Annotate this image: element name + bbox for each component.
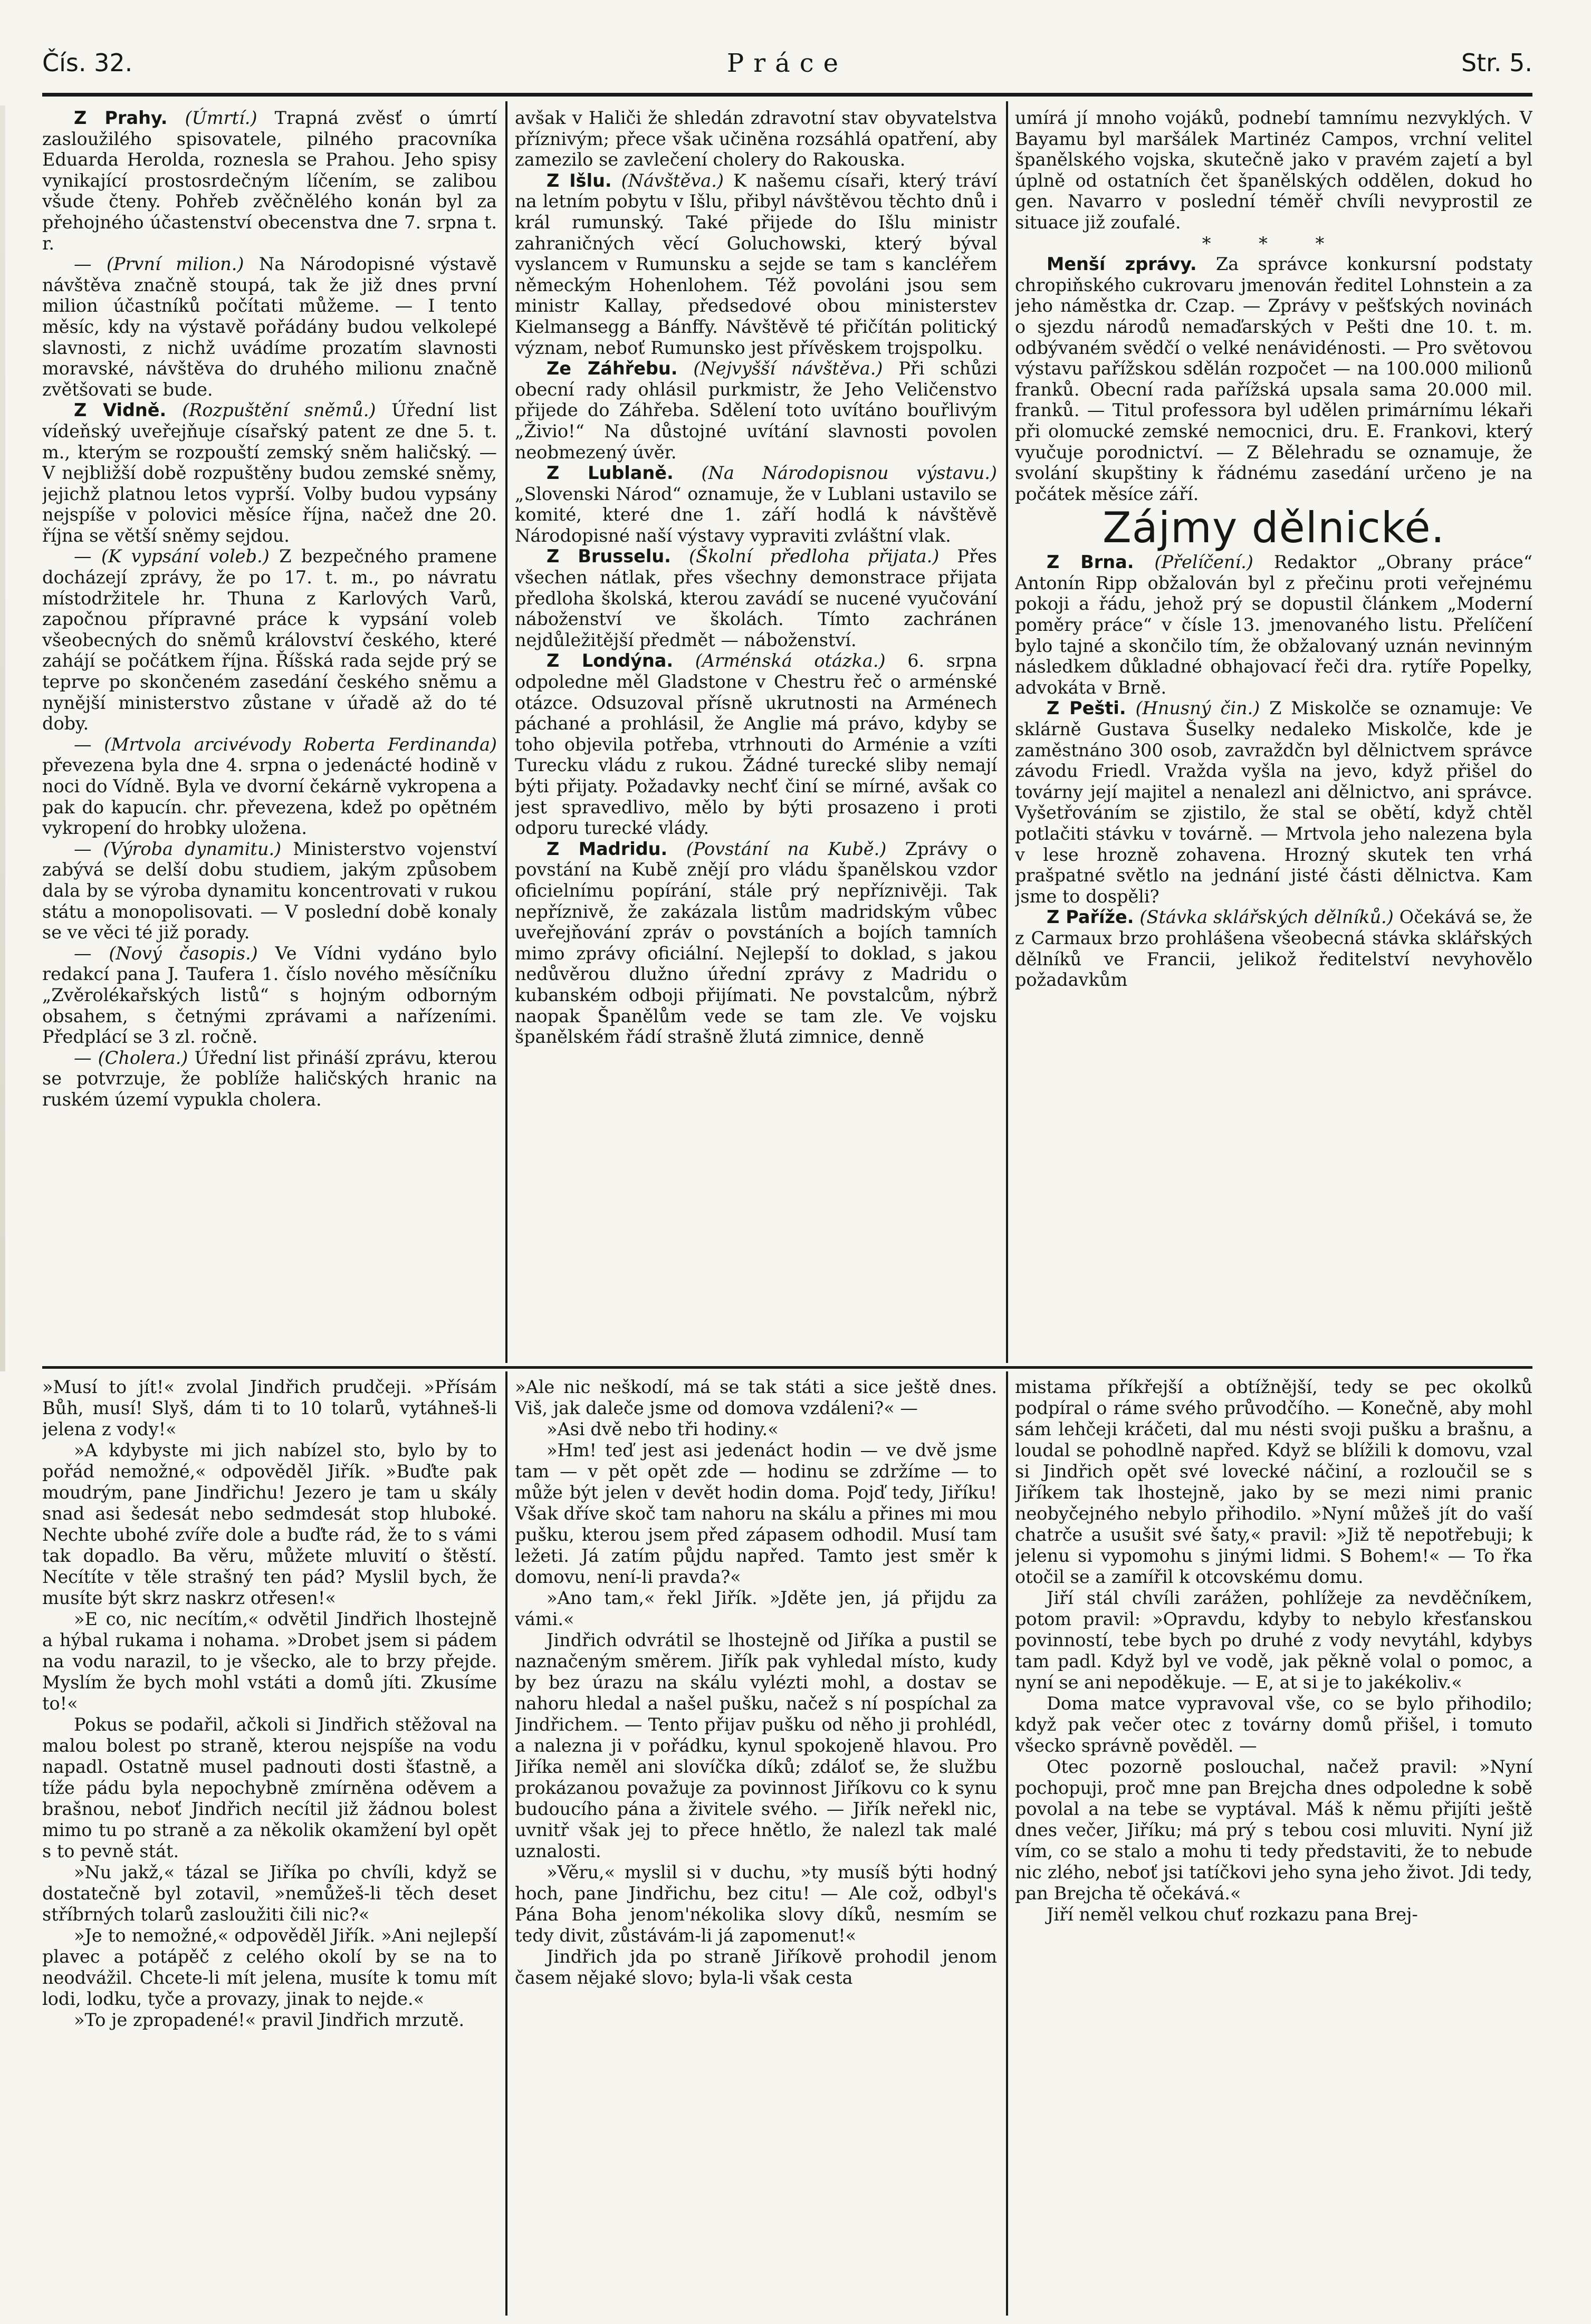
story-paragraph: Jiří stál chvíli zarážen, pohlížeje za nevděčníkem, potom pravil: »Opravdu, kdyby to nebylo křesťanskou povinností, tebe bych po druhé z vody nevytáhl, kdybys tam padl. Když byl ve vodě, jak pěkně volal o pomoc, a nyní se ani nepoděkuje. — E, at si je to jakékoliv.« [1015,1588,1532,1693]
news-text: Redaktor „Obrany práce“ Antonín Ripp obžalován byl z přečinu proti veřejnému pokoji a řádu, jehož prý se dopustil článkem „Moderní poměry práce“ v čísle 13. jmenovaného listu. Přelíčení bylo tajné a skončilo tím, že obžalovaný uznán nevinným následkem důkladné obhajovací řeči dra. rytíře Popelky, advokáta v Brně. [1015,552,1532,698]
story-paragraph: Pokus se podařil, ačkoli si Jindřich stěžoval na malou bolest po straně, kterou nejspíše na vodu napadl. Ostatně musel padnouti dosti šťastně, a tíže pádu byla nepochybně zmírněna odě​vem a brašnou, neboť Jindřich necítil již žádnou bolest mimo tu po straně a za několik okamžení byl opět s to pevně stát. [42,1714,497,1861]
story-column-3 [1015,1377,1532,2316]
news-subtitle: (Povstání na Kubě.) [686,838,887,859]
story-paragraph: Doma matce vypravoval vše, co se bylo přihodilo; když pak večer otec z továrny domů přišel, i tomuto všecko správně pověděl. — [1015,1693,1532,1756]
news-subtitle: — (Výroba dynamitu.) [74,838,282,859]
header-rule [42,93,1532,97]
news-dateline: Z Lublaně. [547,463,674,484]
story-paragraph: Jindřich jda po straně Jiříkově prohodil jenom časem nějaké slovo; byla-li však cesta [515,1946,997,1988]
news-text: Úřední list přináší zprávu, kterou se potvrzuje, že poblíže haličských hranic na ruském území vypukla cholera. [42,1047,497,1110]
news-dateline: Z Išlu. [547,170,612,191]
story-paragraph: Jindřich odvrátil se lhostejně od Jiříka a pustil se naznačeným směrem. Jiřík pak vyhledal místo, kudy by bez úrazu na skálu vylézti mohl, a dostav se nahoru hledal a našel pušku, načež s ní pospíchal za Jindřichem. — Tento přijav pušku od něho ji prohlédl, a nalezna ji v pořádku, kynul spokojeně hlavou. Pro Jiříka neměl ani slovíčka díků; zdáloť se, že službu prokázanou považuje za povinnost Jiříkovu co k synu budoucího pána a živitele svého. — Jiřík neřekl nic, uvnitř však jej to přece hnětlo, že nalezl tak malé uznalosti. [515,1630,997,1861]
paper-title: Práce [726,49,848,78]
news-text: Na Národopisné výstavě návštěva značně stoupá, tak že již dnes první milion účastníků počítati můžeme. — I tento měsíc, kdy na výstavě pořádány budou velkolepé slavnosti, z nichž uvádíme prozatím slavnosti moravské, návštěva do druhého milionu značně zvětšovati se bude. [42,254,497,400]
news-item [1015,907,1532,990]
news-subtitle: — (Nový časopis.) [74,943,258,964]
news-text: Očekává se, že z Carmaux brzo prohlášena všeobecná stávka sklářských dělníků ve Francii, jelikož ředitelství nevyhovělo požadavkům [1015,907,1532,991]
column-divider [1006,101,1008,1363]
news-dateline: Z Brusselu. [547,546,671,567]
story-paragraph: »Asi dvě nebo tři hodiny.« [547,1419,779,1439]
news-subtitle: — (K vypsání voleb.) [74,546,270,567]
news-column-2 [515,108,997,1362]
story-paragraph: Jiří neměl velkou chuť rozkazu pana Brej- [1047,1904,1418,1925]
news-text: Trapná zvěsť o úmrtí zasloužilého spisovatele, pilného pracovníka Eduarda Herolda, roznesla se Prahou. Jeho spisy vynikající prostosrdečným líčením, se zalibou všude čteny. Pohřeb zvěčnělého konán byl za přehojného účastenství obecenstva dne 7. srpna t. r. [42,108,497,254]
news-subtitle: (Úmrtí.) [185,108,257,128]
story-paragraph: »To je zpropadené!« pravil Jindřich mrzutě. [74,2010,465,2030]
news-dateline: Z Prahy. [74,108,168,128]
story-column-2 [515,1377,997,2316]
story-paragraph: »Nu jakž,« tázal se Jiříka po chvíli, když se dostatečně byl zotavil, »nemůžeš-li těch deset stříbrných tolarů zasloužiti čili nic?« [42,1862,497,1925]
news-item [42,943,497,1048]
news-text: K našemu císaři, který tráví na letním pobytu v Išlu, přibyl návštěvou těchto dnů i král rumunský. Také přijede do Išlu ministr zahraničných věcí Goluchowski, který býval vyslancem v Rumunsku a sejde se tam s kancléřem německým Hohenlohem. Též povoláni jsou sem ministr Kallay, předsedové obou ministerstev Kielmansegg a Bánffy. Návštěvě té přičítán politický význam, neboť Rumunsko jest přívěskem trojspolku. [515,170,997,358]
news-text: Zprávy o povstání na Kubě znějí pro vládu španělskou vzdor oficielnímu popírání, stále prý nepříznivěji. Tak nepříznivě, že zakázala listům madridským vůbec uveřejňování zpráv o povstáních a bojích tamních mimo zprávy oficiální. Nejlepší to doklad, s jakou nedůvěrou dlužno úřední zprávy z Madridu o kubanském odboji přijímati. Ne povstalcům, nýbrž naopak Španělům vede se tam zle. Ve vojsku španělském řádí strašně žlutá zimnice, denně [515,838,997,1048]
column-divider [505,1371,507,2316]
news-item [515,546,997,650]
story-paragraph: »Musí to jít!« zvolal Jindřich prudčeji. »Přísám Bůh, musí! Slyš, dám ti to 10 tolarů, vytáhneš-li jelena z vody!« [42,1377,497,1439]
news-subtitle: (Na Národopisnou výstavu.) [701,463,997,484]
news-item [515,839,997,1048]
news-subtitle: (Návštěva.) [621,170,724,191]
news-text: převezena byla dne 4. srpna o jedenácté hodině v noci do Vídně. Byla ve dvorní čekárně vykropena a pak do kapucín. chr. převezena, kdež po opětném vykropení do hrobky uložena. [42,755,497,839]
news-subtitle: (Hnusný čin.) [1135,698,1260,719]
page-edge-shadow [0,105,5,1371]
news-item [515,463,997,546]
news-subtitle: (Stávka sklářských dělníků.) [1139,907,1394,928]
story-paragraph: »Ano tam,« řekl Jiřík. »Jděte jen, já přijdu za vámi.« [515,1588,997,1629]
news-item [1015,108,1532,233]
page-header [42,44,1532,84]
news-item [42,1048,497,1110]
news-dateline: Z Vidně. [74,400,167,421]
news-text: Za správce konkursní podstaty chropiňského cukrovaru jmenován ředitel Lohnstein a za jeho náměstka dr. Czap. — Zprávy v pešťských novinách o sjezdu národů nemaďarských v Pešti dne 10. t. m. odbývaném svědčí o velké nenávidénosti. — Pro světovou výstavu pařížskou sdělán rozpočet — na 100.000 milionů franků. Obecní rada pařížská upsala sama 20.000 mil. franků. — Titul professora byl udělen primárnímu lékaři při olomucké zemské nemocnici, dru. E. Frankovi, který vyučuje porodnictví. — Z Bělehradu se oznamuje, že svolání skupštiny k řádnému zasedání určeno je na počátek měsíce září. [1015,254,1532,504]
news-column-1 [42,108,497,1362]
news-text: Z Miskolče se oznamuje: Ve sklárně Gustava Šuselky nedaleko Miskolče, kde je zaměstnáno 300 osob, zavraždčn byl dělnictvem správce závodu Friedl. Vražda vyšla na jevo, když přišel do továrny její majitel a nenalezl ani dělnictvo, ani správce. Vyšetřováním se zjistilo, že stal se obětí, když chtěl potlačiti stávku v továrně. — Mrtvola jeho nalezena byla v lese hrozně zohavena. Hrozný skutek ten vrhá prašpatné světlo na jednání jisté části dělnictva. Kam jsme to dospěli? [1015,698,1532,907]
news-text: Ve Vídni vydáno bylo redakcí pana J. Taufera 1. číslo nového měsíčníku „Zvěrolékařských listů“ s hojným odborným obsahem, s četnými zprávami a nařízeními. Předplácí se 3 zl. ročně. [42,943,497,1048]
issue-number: Čís. 32. [42,49,133,77]
news-subtitle: (Školní předloha přijata.) [688,546,940,567]
news-dateline: Z Pešti. [1047,698,1126,719]
news-dateline: Z Madridu. [547,838,668,859]
section-separator: * * * [1202,233,1346,254]
news-text: Při schůzi obecní rady ohlásil purkmistr, že Jeho Veličenstvo přijede do Záhřeba. Sdělení toto uvítáno bouřlivým „Živio!“ Na důstojné uvítání slavnosti povolen neobmezený úvěr. [515,358,997,463]
column-divider [1006,1371,1008,2316]
news-subtitle: (Arménská otázka.) [695,650,886,671]
news-item [42,734,497,839]
news-dateline: Z Brna. [1047,552,1134,573]
news-item [1015,552,1532,698]
news-item [42,400,497,546]
news-dateline: Ze Záhřebu. [547,358,678,379]
section-heading: Zájmy dělnické. [1102,503,1445,553]
story-paragraph: »A kdybyste mi jich nabízel sto, bylo by to pořád nemožné,« odpověděl Jiřík. »Buďte pak moudrým, pane Jindřichu! Jezero je tam u skály snad asi šedesát nebo sedmdesát stop hluboké. Nechte ubohé zvíře dole a buďte rád, že to s vámi tak dopadlo. Ba věru, můžete mluvití o štěstí. Necítíte v těle strašný ten pád? Myslil bych, že musíte být skrz naskrz otřesen!« [42,1440,497,1608]
news-text: Přes všechen nátlak, přes všechny demonstrace přijata předloha školská, kterou zavádí se nucené vyučování náboženství ve školách. Tímto zachránen nejdůležitější předmět — náboženství. [515,546,997,650]
story-paragraph: mistama příkřejší a obtížnější, tedy se pec okolků podpíral o ráme svého průvodčího. — Konečně, aby mohl sám lehčeji kráčeti, dal mu nésti svoji pušku a brašnu, a loudal se pohodlně napřed. Když se blížili k domovu, vzal si Jindřich opět své lovecké náčiní, a rozloučil se s Jiříkem tak lhostejně, jako by se mezi nimi pranic neobyčejného nebylo přihodilo. »Nyní můžeš jít do vaší chatrče a usušit své šaty,« pravil: »Již tě nepotřebuji; k jelenu si vypomohu s jinými lidmi. S Bohem!« — To řka otočil se a zamířil k otcovskému domu. [1015,1377,1532,1587]
news-subtitle: (Nejvyšší návštěva.) [693,358,883,379]
story-paragraph: »Je to nemožné,« odpověděl Jiřík. »Ani nejlepší plavec a potápěč z celého okolí by se na to neodvážil. Chcete-li mít jelena, musíte k tomu mít lodi, lodku, tyče a provazy, jinak to nejde.« [42,1925,497,2009]
story-paragraph: »E co, nic necítím,« odvětil Jindřich lhostejně a hýbal rukama i nohama. »Drobet jsem si pádem na vodu narazil, to je všecko, ale to brzy přejde. Myslím že bych mohl vstáti a domů jíti. Zkusíme to!« [42,1609,497,1714]
news-subtitle: — (Cholera.) [74,1047,188,1068]
story-paragraph: »Ale nic neškodí, má se tak státi a sice ještě dnes. Viš, jak daleče jsme od domova vzdáleni?« — [515,1377,997,1418]
news-item [515,170,997,358]
news-text: Z bezpečného pramene docházejí zprávy, že po 17. t. m., po návratu místodržitele hr. Thuna z Karlových Varů, započnou přípravné práce k vypsání voleb všeobecných do sněmů království českého, které zahájí se počátkem října. Říšská rada sejde prý se teprve po skončeném zasedání českého sněmu a nynější ministerstvo zůstane v úřadě až do té doby. [42,546,497,734]
news-subtitle: (Rozpuštění sněmů.) [182,400,376,421]
news-subtitle: (Přelíčení.) [1154,552,1253,573]
news-dateline: Z Paříže. [1047,907,1134,928]
news-subtitle: — (První milion.) [74,254,244,275]
column-divider [505,101,507,1363]
news-item [515,358,997,463]
news-subtitle: — (Mrtvola arcivévody Roberta Ferdinanda) [74,734,497,755]
news-item [42,839,497,943]
story-column-1 [42,1377,497,2316]
news-text: 6. srpna odpoledne měl Gladstone v Chestru řeč o arménské otázce. Odsuzoval přísně ukrutnosti na Arménech páchané a prohlásil, že Anglie má právo, kdyby se toho objevila potřeba, vtrhnouti do Arménie a vzíti Turecku vládu z rukou. Žádné turecké sliby nemají býti přijaty. Požadavky nechť činí se mírné, avšak co jest spravedlivo, mělo by býti prosazeno i proti odporu turecké vlády. [515,650,997,839]
section-rule [42,1366,1532,1369]
news-item [1015,698,1532,907]
news-dateline: Z Londýna. [547,650,674,671]
news-text: Úřední list vídeňský uveřejňuje císařský patent ze dne 5. t. m., kterým se rozpouští zemský sněm haličský. — V nejbližší době rozpuštěny budou zemské sněmy, jejichž platnou letos vyprší. Volby budou vypsány nejspíše v polovici měsíce října, načež dne 20. října se větší sněmy sejdou. [42,400,497,546]
news-text: Ministerstvo vojenství zabývá se delší dobu studiem, jakým způsobem dala by se výroba dynamitu koncentrovati v rukou státu a monopolisovati. — V poslední době konaly se ve věci té již porady. [42,838,497,943]
story-paragraph: »Hm! teď jest asi jedenáct hodin — ve dvě jsme tam — v pět opět zde — hodinu se zdržíme — to může být jelen v devět hodin doma. Pojď tedy, Jiříku! Však dříve skoč tam nahoru na skálu a přines mi mou pušku, kterou jsem před zápasem odhodil. Musí tam ležeti. Já zatím půjdu napřed. Tamto jest směr k domovu, není-li pravda?« [515,1440,997,1587]
news-text: avšak v Haliči že shledán zdravotní stav obyvatelstva příznivým; přece však učiněna rozsáhlá opatření, aby zamezilo se zavlečení cholery do Rakouska. [515,108,997,170]
story-paragraph: Otec pozorně poslouchal, načež pravil: »Nyní pochopuji, proč mne pan Brejcha dnes odpoledne k sobě povolal a na tebe se vyptával. Máš k němu přijíti ještě dnes večer, Jiříku; má prý s tebou cosi mluviti. Nyní již vím, co se stalo a mohu ti tedy představiti, že to nebude nic zlého, neboť jsi tatíčkovi jeho syna jeho život. Jdi tedy, pan Brejcha tě očekává.« [1015,1756,1532,1904]
news-item [42,108,497,254]
news-item [42,254,497,400]
news-text: umírá jí mnoho vojáků, podnebí tamnímu nezvyklých. V Bayamu byl maršálek Martinéz Campos, vrchní velitel španělského vojska, skutečně jako v pravém zajetí a byl úplně od ostatních čet španělských oddělen, dokud ho gen. Navarro v poslední téměř chvíli nevyprostil ze situace již zoufalé. [1015,108,1532,233]
news-dateline: Menší zprávy. [1047,254,1197,275]
news-item [515,650,997,838]
story-paragraph: »Věru,« myslil si v duchu, »ty musíš býti hodný hoch, pane Jindřichu, bez citu! — Ale což, odbyl's Pána Boha jenom'nékolika slovy díků, nesmím se tedy divit, zůstávám-li já zapomenut!« [515,1862,997,1946]
news-item [1015,254,1532,504]
page-number: Str. 5. [1461,49,1532,77]
news-item [515,108,997,170]
news-text: „Slovenski Národ“ oznamuje, že v Lublani ustavilo se komité, které dne 1. září hodlá k návštěvě Národopisné naší výstavy vypraviti zvláštní vlak. [515,483,997,546]
news-column-3 [1015,108,1532,1362]
news-item [42,546,497,734]
